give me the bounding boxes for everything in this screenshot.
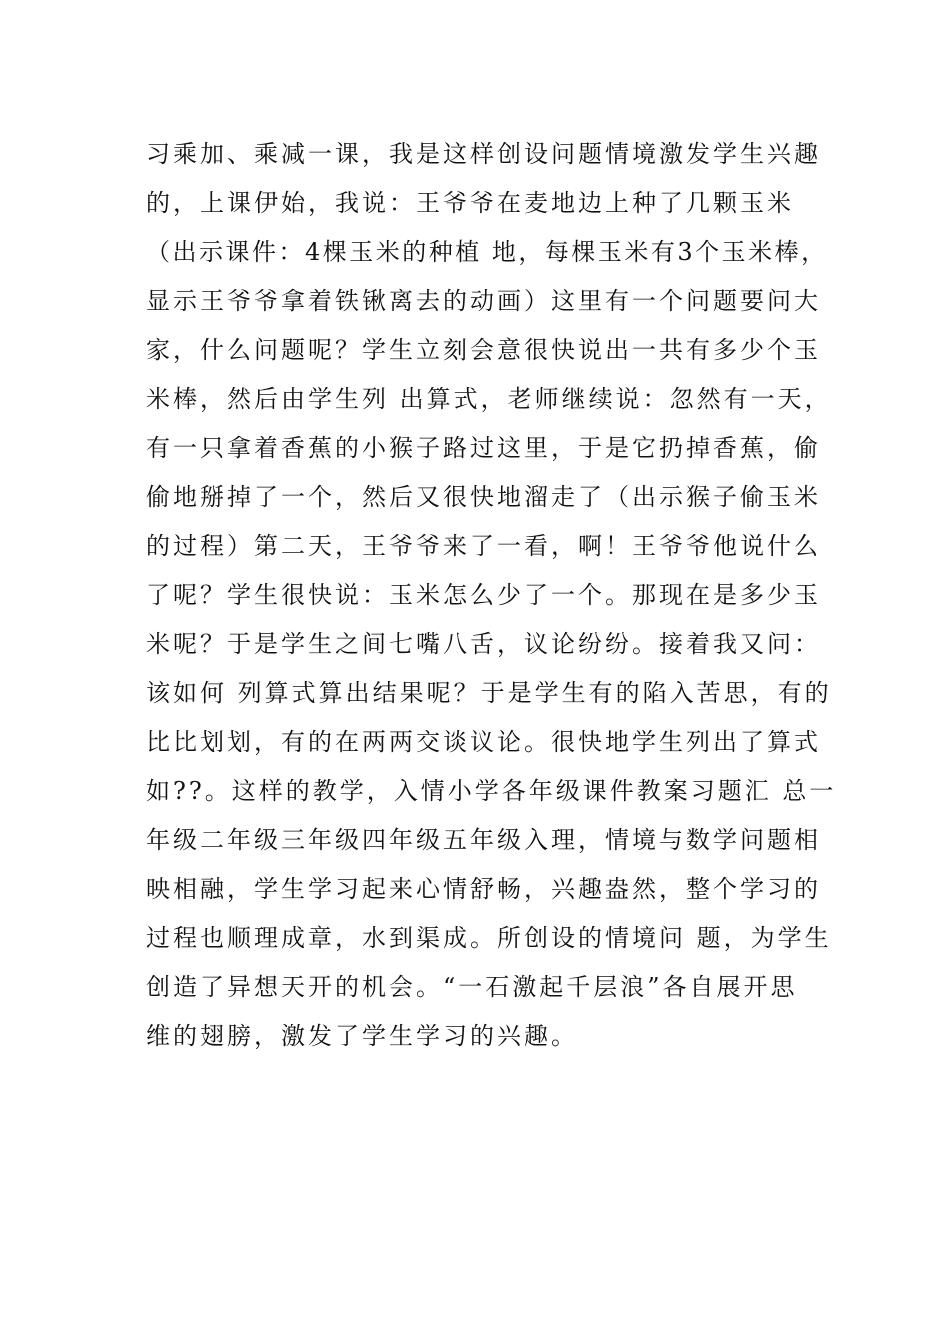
text-line: 习乘加、乘减一课，我是这样创设问题情境激发学生兴趣	[146, 140, 821, 168]
text-line: 创造了异想天开的机会。“一石激起千层浪”各自展开思	[146, 973, 798, 1001]
text-line: 有一只拿着香蕉的小猴子路过这里，于是它扔掉香蕉，偷	[146, 434, 821, 462]
text-line: 偷地掰掉了一个，然后又很快地溜走了（出示猴子偷玉米	[146, 483, 821, 511]
text-line: 该如何 列算式算出结果呢？于是学生有的陷入苦思，有的	[146, 679, 832, 707]
text-line: 米呢？于是学生之间七嘴八舌，议论纷纷。接着我又问：	[146, 630, 821, 658]
text-line: 过程也顺理成章，水到渠成。所创设的情境问 题，为学生	[146, 924, 832, 952]
text-line: 显示王爷爷拿着铁锹离去的动画）这里有一个问题要问大	[146, 287, 821, 315]
text-line: 映相融，学生学习起来心情舒畅，兴趣盎然，整个学习的	[146, 875, 821, 903]
text-line: 年级二年级三年级四年级五年级入理，情境与数学问题相	[146, 826, 821, 854]
text-line: 的过程）第二天，王爷爷来了一看，啊！王爷爷他说什么	[146, 532, 821, 560]
text-line: 了呢？学生很快说：玉米怎么少了一个。那现在是多少玉	[146, 581, 821, 609]
text-line: 家，什么问题呢？学生立刻会意很快说出一共有多少个玉	[146, 336, 821, 364]
text-line: 如??。这样的教学，入情小学各年级课件教案习题汇 总一	[146, 777, 837, 805]
text-line: （出示课件：4棵玉米的种植 地，每棵玉米有3个玉米棒，	[146, 238, 828, 266]
body-text	[146, 130, 836, 1061]
text-line: 比比划划，有的在两两交谈议论。很快地学生列出了算式	[146, 728, 821, 756]
text-line: 维的翅膀，激发了学生学习的兴趣。	[146, 1022, 578, 1050]
text-line: 米棒，然后由学生列 出算式，老师继续说：忽然有一天，	[146, 385, 832, 413]
text-line: 的，上课伊始，我说：王爷爷在麦地边上种了几颗玉米	[146, 189, 794, 217]
